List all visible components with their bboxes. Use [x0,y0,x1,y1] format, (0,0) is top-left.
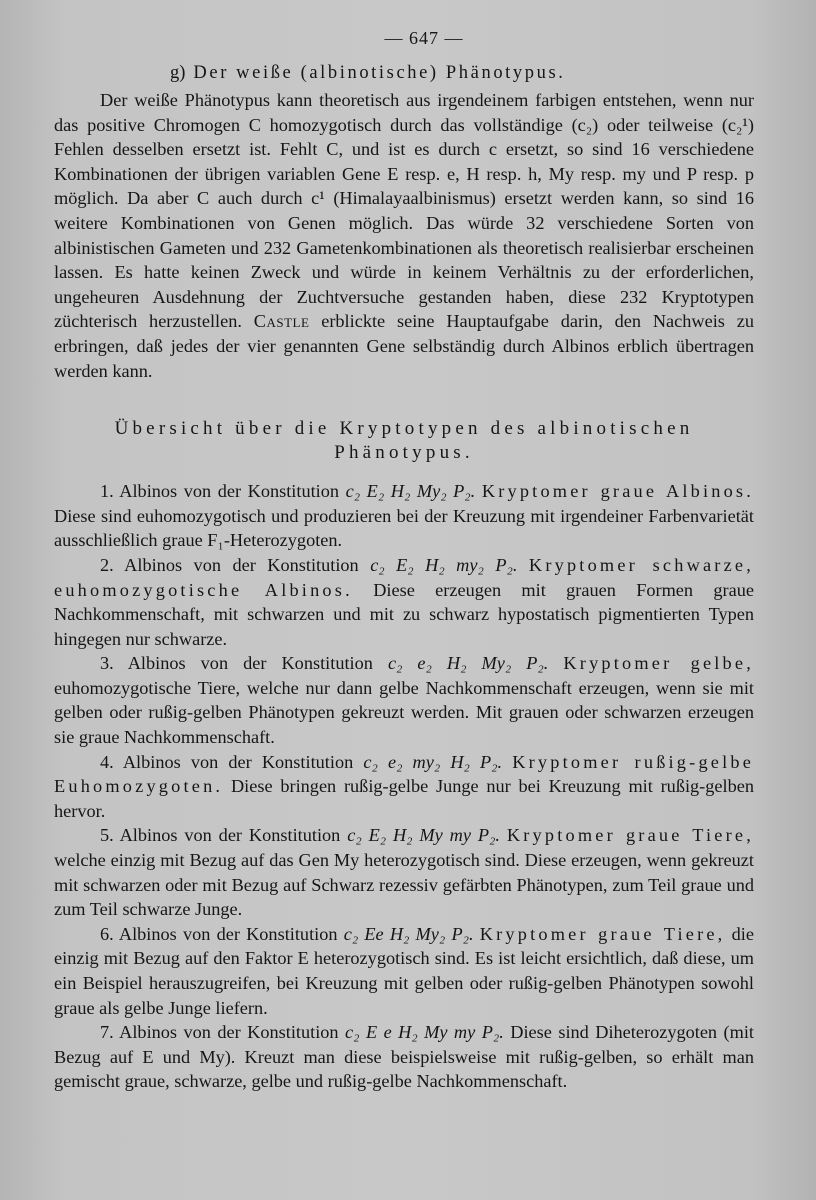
kryptotype-list [54,479,754,1094]
item-lead: 2. Albinos von der Konstitution [100,554,359,575]
item-formula: c₂ e₂ my₂ H₂ P₂. [363,751,503,772]
section-heading [170,63,754,84]
item-lead: 7. Albinos von der Konstitution [100,1022,339,1043]
item-kryptomer: Kryptomer graue Albinos. [481,481,755,502]
item-text: Diese sind euhomozygotisch und produzieren bei der Kreuzung mit irgendeiner Farbenvarietät ausschließlich graue F₁-Heterozygoten. [54,505,754,551]
item-text: welche einzig mit Bezug auf das Gen My heterozygotisch sind. Diese erzeugen, wenn gekreuzt mit schwarzen oder mit Bezug auf Schwarz rezessiv gefärbten Phänotypen, zum Teil graue und zum Teil schwarze Junge. [54,850,754,920]
item-formula: c₂ e₂ H₂ My₂ P₂. [387,653,549,674]
item-kryptomer: Kryptomer schwarze, euhomozygotische Albinos. [54,554,754,600]
list-item [54,823,754,921]
section-title: Der weiße (albinotische) Phänotypus. [193,63,566,83]
overview-title: Übersicht über die Kryptotypen des albinotischen Phänotypus. [114,418,694,464]
section-prefix: g) [170,63,186,83]
list-item [54,553,754,651]
item-formula: c₂ Ee H₂ My₂ P₂. [343,923,474,944]
item-kryptomer: Kryptomer gelbe, [563,653,754,674]
item-lead: 4. Albinos von der Konstitution [100,751,354,772]
item-lead: 1. Albinos von der Konstitution [100,481,340,502]
list-item [54,1020,754,1094]
intro-paragraph [54,88,754,383]
item-formula: c₂ E e H₂ My my P₂. [345,1022,504,1043]
item-text: Diese erzeugen mit grauen Formen graue Nachkommenschaft, mit schwarzen und mit zu schwarz hypostatisch pigmentierten Typen hingegen nur schwarze. [54,579,754,649]
list-item [54,922,754,1020]
item-lead: 5. Albinos von der Konstitution [100,825,341,846]
item-text: euhomozygotische Tiere, welche nur dann gelbe Nachkommenschaft erzeugen, wenn sie mit gelben oder rußig-gelben Phänotypen gekreuzt werden. Mit grauen oder schwarzen erzeugen sie graue Nachkommenschaft. [54,677,754,748]
intro-text-part2: erblickte seine Hauptaufgabe darin, den Nachweis zu erbringen, daß jedes der vier genannten Gene selbständig durch Albinos erblich übertragen werden kann. [54,311,754,381]
item-kryptomer: Kryptomer graue Tiere, [479,923,726,944]
list-item [54,479,754,553]
item-text: Diese sind Diheterozygoten (mit Bezug auf E und My). Kreuzt man diese beispielsweise mit rußig-gelben, so erhält man gemischt graue, schwarze, gelbe und rußig-gelbe Nachkommenschaft. [54,1022,754,1092]
author-name: Castle [253,311,310,332]
item-formula: c₂ E₂ H₂ My my P₂. [347,825,500,846]
item-kryptomer: Kryptomer rußig-gelbe Euhomozygoten. [54,751,755,797]
item-lead: 3. Albinos von der Konstitution [100,653,373,674]
intro-text-part1: Der weiße Phänotypus kann theoretisch aus irgendeinem farbigen entstehen, wenn nur das positive Chromogen C homozygotisch durch das vollständige (c₂) oder teilweise (c₂¹) Fehlen desselben ersetzt ist. Fehlt C, und ist es durch c ersetzt, so sind 16 verschiedene Kombinationen der übrigen variablen Gene E resp. e, H resp. h, My resp. my und P resp. p möglich. Da aber C auch durch c¹ (Himalayaalbinismus) ersetzt werden kann, so sind 16 weitere Kombinationen von Genen möglich. Das würde 32 verschiedene Sorten von albinistischen Gameten und 232 Gametenkombinationen als theoretisch realisierbar erscheinen lassen. Es hatte keinen Zweck und würde in keinem Verhältnis zu der erforderlichen, ungeheuren Ausdehnung der Zuchtversuche gestanden haben, diese 232 Kryptotypen züchterisch herzustellen. [54,90,754,332]
item-text: die einzig mit Bezug auf den Faktor E heterozygotisch sind. Es ist leicht ersichtlich, daß diese, um ein Beispiel herauszugreifen, bei Kreuzung mit gelben oder rußig-gelben Phänotypen sowohl graue als gelbe Junge liefern. [54,923,754,1018]
item-lead: 6. Albinos von der Konstitution [100,923,338,944]
page-number: — 647 — [384,28,464,48]
item-formula: c₂ E₂ H₂ my₂ P₂. [370,554,518,575]
list-item [54,750,754,824]
item-text: Diese bringen rußig-gelbe Junge nur bei Kreuzung mit rußig-gelben hervor. [54,776,754,821]
list-item [54,651,754,749]
item-kryptomer: Kryptomer graue Tiere, [506,825,754,846]
item-formula: c₂ E₂ H₂ My₂ P₂. [345,481,476,502]
